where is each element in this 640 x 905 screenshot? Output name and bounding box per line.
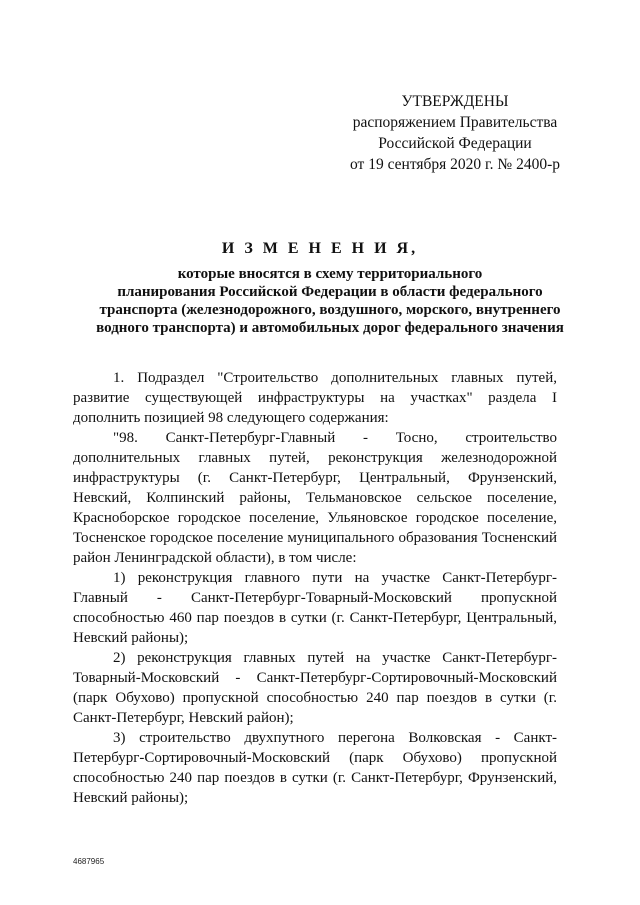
subtitle-line: водного транспорта) и автомобильных дорог федерального значения [96, 320, 564, 336]
document-title: И З М Е Н Е Н И Я, [221, 240, 419, 257]
approval-stamp [330, 91, 580, 175]
body-paragraph: 3) строительство двухпутного перегона Волковская - Санкт-Петербург-Сортировочный-Московский (парк Обухово) пропускной способностью 240 пар поездов в сутки (г. Санкт-Петербург, Фрунзенский, Невский районы); [73, 730, 557, 806]
body-paragraph: 1. Подраздел "Строительство дополнительных главных путей, развитие существующей инфраструктуры на участках" раздела I дополнить позицией 98 следующего содержания: [73, 370, 557, 426]
body-paragraph: 1) реконструкция главного пути на участке Санкт-Петербург-Главный - Санкт-Петербург-Товарный-Московский пропускной способностью 460 пар поездов в сутки (г. Санкт-Петербург, Центральный, Невский районы); [73, 570, 557, 646]
subtitle-line: которые вносятся в схему территориального [177, 266, 483, 282]
document-id-number: 4687965 [73, 857, 105, 866]
document-subtitle [50, 265, 610, 337]
body-paragraph: "98. Санкт-Петербург-Главный - Тосно, строительство дополнительных главных путей, реконструкция железнодорожной инфраструктуры (г. Санкт-Петербург, Центральный, Фрунзенский, Невский, Колпинский районы, Тельмановское сельское поселение, Красноборское городское поселение, Ульяновское городское поселение, Тосненское городское поселение муниципального образования Тосненский район Ленинградской области), в том числе: [73, 430, 557, 566]
document-body [73, 368, 557, 808]
approval-authority: распоряжением Правительства [352, 114, 558, 131]
approval-date-number: от 19 сентября 2020 г. № 2400-р [350, 156, 560, 173]
body-paragraph: 2) реконструкция главных путей на участке Санкт-Петербург-Товарный-Московский - Санкт-Петербург-Сортировочный-Московский (парк Обухово) пропускной способностью 240 пар поездов в сутки (г. Санкт-Петербург, Невский район); [73, 650, 557, 726]
approval-status: УТВЕРЖДЕНЫ [401, 93, 509, 110]
approval-government: Российской Федерации [378, 135, 532, 152]
subtitle-line: транспорта (железнодорожного, воздушного, морского, внутреннего [99, 302, 561, 318]
subtitle-line: планирования Российской Федерации в области федерального [117, 284, 543, 300]
